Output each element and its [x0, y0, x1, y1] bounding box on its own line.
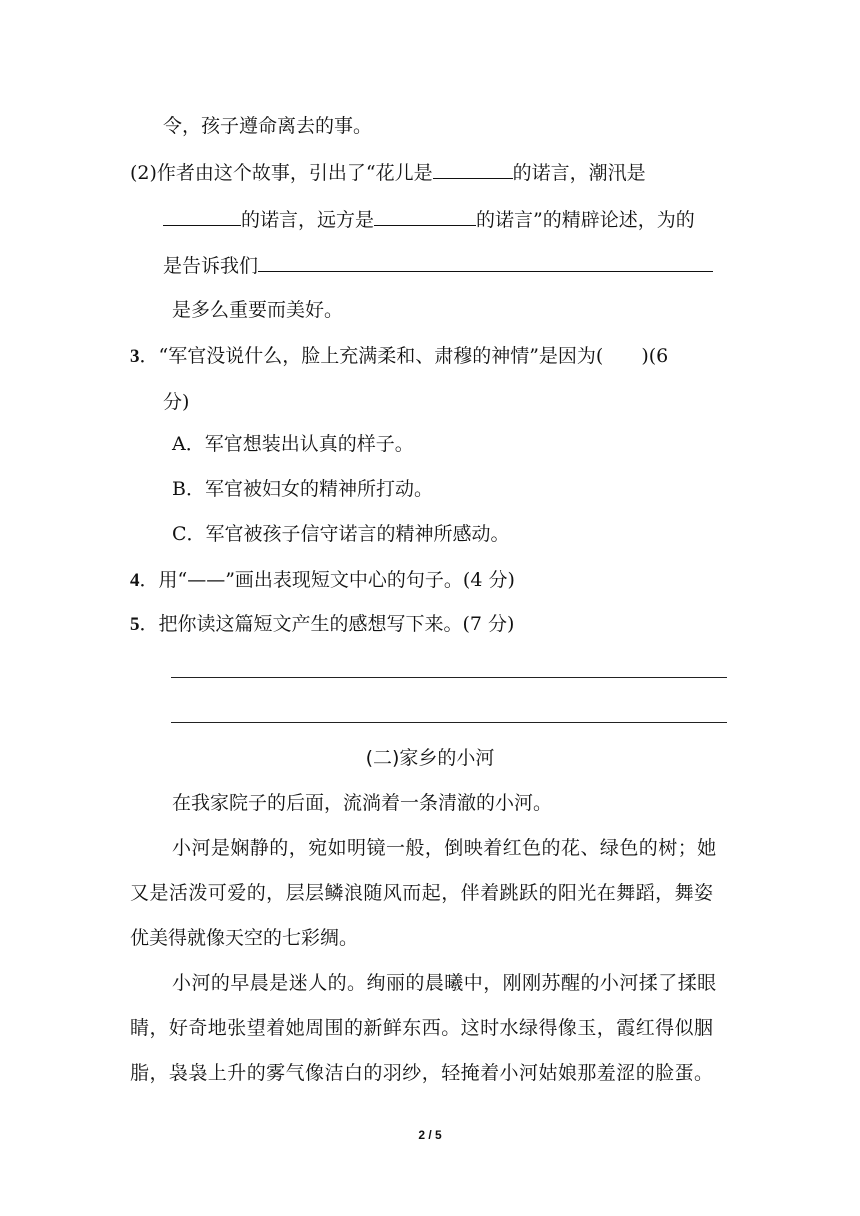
q2-text: 令，孩子遵命离去的事。: [163, 115, 373, 137]
question-number: 4: [130, 570, 140, 591]
fill-blank-flower[interactable]: [433, 158, 513, 179]
passage-text: 优美得就像天空的七彩绸。: [130, 927, 359, 949]
q2-text-b: 的诺言，潮汛是: [512, 162, 646, 184]
q2-text-e: 是告诉我们: [163, 255, 259, 277]
option-a[interactable]: [172, 430, 414, 458]
fill-blank-distance[interactable]: [374, 205, 476, 226]
option-b[interactable]: [172, 475, 433, 503]
q2-text-c: 的诺言，远方是: [241, 209, 375, 231]
passage-paragraph-2-line-1: [172, 834, 717, 862]
passage-text: 在我家院子的后面，流淌着一条清澈的小河。: [172, 792, 553, 814]
passage-text: 脂，袅袅上升的雾气像洁白的羽纱，轻掩着小河姑娘那羞涩的脸蛋。: [130, 1062, 714, 1084]
q2-subquestion-line-3: [163, 251, 713, 280]
q2-subquestion-line: [130, 158, 646, 187]
passage-paragraph-3-line-2: [130, 1014, 714, 1042]
section-title: (二)家乡的小河: [365, 747, 495, 769]
question-4: [130, 566, 515, 595]
question-5: [130, 610, 514, 639]
passage-paragraph-3-line-3: [130, 1059, 714, 1087]
option-a-label: A．军官想装出认真的样子。: [172, 433, 414, 455]
passage-text: 睛，好奇地张望着她周围的新鲜东西。这时水绿得像玉，霞红得似胭: [130, 1017, 714, 1039]
question-3-cont: [163, 388, 189, 416]
passage-paragraph-3-line-1: [172, 969, 717, 997]
q2-text-d: 的诺言”的精辟论述，为的: [476, 209, 695, 231]
passage-text: 又是活泼可爱的，层层鳞浪随风而起，伴着跳跃的阳光在舞蹈，舞姿: [130, 882, 714, 904]
question-3: [130, 342, 668, 371]
passage-paragraph-2-line-3: [130, 924, 358, 952]
q2-subquestion-line-4: [172, 296, 343, 324]
question-text: ．把你读这篇短文产生的感想写下来。(7 分): [139, 613, 515, 635]
passage-paragraph-1: [172, 789, 552, 817]
fill-blank-tell-us[interactable]: [258, 251, 713, 272]
question-text: ．“军官没说什么，脸上充满柔和、肃穆的神情”是因为( )(6: [139, 345, 669, 367]
option-b-label: B．军官被妇女的精神所打动。: [172, 478, 433, 500]
q2-continuation-line: [163, 112, 372, 140]
answer-line-2[interactable]: [171, 722, 727, 723]
q2-subquestion-line-2: [163, 205, 695, 234]
answer-line-1[interactable]: [171, 677, 727, 678]
passage-text: 小河是娴静的，宛如明镜一般，倒映着红色的花、绿色的树；她: [172, 837, 717, 859]
page-number: 2 / 5: [418, 1128, 442, 1142]
q2-text-f: 是多么重要而美好。: [172, 299, 344, 321]
fill-blank-tide[interactable]: [163, 205, 241, 226]
question-number: 5: [130, 614, 140, 635]
q2-text-a: (2)作者由这个故事，引出了“花儿是: [130, 162, 433, 184]
passage-text: 小河的早晨是迷人的。绚丽的晨曦中，刚刚苏醒的小河揉了揉眼: [172, 972, 717, 994]
question-text-cont: 分): [163, 391, 190, 413]
question-number: 3: [130, 346, 140, 367]
question-text: ．用“——”画出表现短文中心的句子。(4 分): [139, 569, 515, 591]
passage-paragraph-2-line-2: [130, 879, 714, 907]
option-c[interactable]: [172, 520, 510, 548]
option-c-label: C．军官被孩子信守诺言的精神所感动。: [172, 523, 510, 545]
